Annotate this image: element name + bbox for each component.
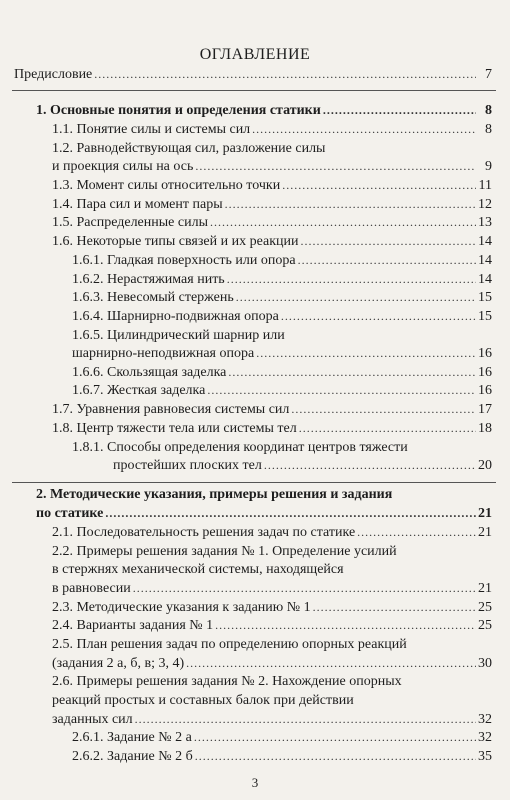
toc-entry-1-5: [52, 214, 492, 231]
entry-page: 21: [478, 506, 492, 521]
toc-entry-1-2-line2: [52, 158, 492, 175]
dot-leader: [195, 158, 476, 175]
dot-leader: [236, 289, 476, 306]
dot-leader: [291, 401, 476, 418]
entry-page: 15: [478, 309, 492, 324]
entry-page: 8: [485, 103, 492, 118]
entry-text: 2.3. Методические указания к заданию № 1: [52, 600, 311, 615]
toc-entry-2-6-1: [72, 729, 492, 746]
entry-page: 11: [478, 178, 492, 193]
dot-leader: [299, 420, 476, 437]
entry-page: 8: [485, 122, 492, 137]
dot-leader: [133, 580, 476, 597]
dot-leader: [227, 271, 476, 288]
entry-page: 17: [478, 402, 492, 417]
toc-entry-1-7: [52, 401, 492, 418]
entry-text: 1.6.1. Гладкая поверхность или опора: [72, 253, 296, 268]
dot-leader: [210, 214, 476, 231]
dot-leader: [135, 711, 476, 728]
toc-entry-1-6-2: [72, 271, 492, 288]
entry-text: простейших плоских тел: [113, 458, 262, 473]
entry-page: 25: [478, 618, 492, 633]
toc-entry-section-2-line1: 2. Методические указания, примеры решения и задания: [36, 487, 393, 502]
entry-text: 1.4. Пара сил и момент пары: [52, 197, 223, 212]
dot-leader: [215, 617, 476, 634]
entry-text: 1.6.2. Нерастяжимая нить: [72, 272, 225, 287]
entry-page: 13: [478, 215, 492, 230]
dot-leader: [282, 177, 476, 194]
toc-entry-1-6-5-line2: [72, 345, 492, 362]
entry-text: 1.8. Центр тяжести тела или системы тел: [52, 421, 297, 436]
entry-text: 1.6.6. Скользящая заделка: [72, 365, 227, 380]
entry-page: 12: [478, 197, 492, 212]
toc-entry-2-3: [52, 599, 492, 616]
page-number: 3: [251, 775, 259, 790]
dot-leader: [105, 505, 476, 522]
entry-text: 1.6.4. Шарнирно-подвижная опора: [72, 309, 279, 324]
entry-text: 2.6.2. Задание № 2 б: [72, 749, 193, 764]
entry-page: 14: [478, 234, 492, 249]
toc-entry-1-6: [52, 233, 492, 250]
toc-entry-2-2-line3: [52, 580, 492, 597]
entry-text: 1.6. Некоторые типы связей и их реакции: [52, 234, 299, 249]
entry-text: 2.4. Варианты задания № 1: [52, 618, 214, 633]
toc-entry-1-6-6: [72, 364, 492, 381]
toc-entry-1-8-1-line2: [113, 457, 492, 474]
entry-page: 20: [478, 458, 492, 473]
toc-entry-1-6-1: [72, 252, 492, 269]
toc-entry-2-6-line1: 2.6. Примеры решения задания № 2. Нахождение опорных: [52, 674, 402, 689]
dot-leader: [228, 364, 476, 381]
toc-entry-2-4: [52, 617, 492, 634]
toc-entry-1-4: [52, 196, 492, 213]
entry-page: 14: [478, 272, 492, 287]
entry-page: 18: [478, 421, 492, 436]
toc-entry-2-5-line1: 2.5. План решения задач по определению опорных реакций: [52, 637, 407, 652]
toc-entry-2-2-line2: в стержнях механической системы, находящейся: [52, 562, 344, 577]
dot-leader: [252, 121, 476, 138]
toc-entry-1-6-7: [72, 382, 492, 399]
entry-page: 14: [478, 253, 492, 268]
entry-text: по статике: [36, 506, 104, 521]
dot-leader: [313, 599, 476, 616]
dot-leader: [264, 457, 476, 474]
entry-page: 16: [478, 346, 492, 361]
dot-leader: [357, 524, 476, 541]
toc-entry-preface: [14, 66, 492, 83]
toc-entry-section-2-line2: [36, 505, 492, 522]
entry-page: 16: [478, 383, 492, 398]
toc-entry-1-1: [52, 121, 492, 138]
entry-page: 7: [485, 67, 492, 82]
dot-leader: [323, 102, 476, 119]
entry-text: (задания 2 а, б, в; 3, 4): [52, 656, 185, 671]
toc-entry-1-3: [52, 177, 492, 194]
dot-leader: [207, 382, 476, 399]
toc-entry-2-6-line3: [52, 711, 492, 728]
page-title: ОГЛАВЛЕНИЕ: [199, 46, 311, 63]
dot-leader: [256, 345, 476, 362]
entry-text: 2.1. Последовательность решения задач по статике: [52, 525, 356, 540]
entry-page: 25: [478, 600, 492, 615]
entry-text: 1.7. Уравнения равновесия системы сил: [52, 402, 290, 417]
dot-leader: [225, 196, 476, 213]
toc-entry-2-5-line2: [52, 655, 492, 672]
entry-text: заданных сил: [52, 712, 133, 727]
dot-leader: [186, 655, 476, 672]
toc-entry-2-6-2: [72, 748, 492, 765]
divider-line: [12, 482, 496, 483]
entry-page: 30: [478, 656, 492, 671]
dot-leader: [194, 729, 476, 746]
dot-leader: [94, 66, 476, 83]
toc-entry-section-1: [36, 102, 492, 119]
dot-leader: [300, 233, 476, 250]
toc-entry-1-6-5-line1: 1.6.5. Цилиндрический шарнир или: [72, 328, 285, 343]
entry-text: Предисловие: [14, 67, 93, 82]
entry-page: 35: [478, 749, 492, 764]
toc-entry-1-6-3: [72, 289, 492, 306]
entry-text: шарнирно-неподвижная опора: [72, 346, 255, 361]
toc-entry-2-6-line2: реакций простых и составных балок при действии: [52, 693, 354, 708]
entry-text: 1.6.7. Жесткая заделка: [72, 383, 206, 398]
entry-page: 16: [478, 365, 492, 380]
toc-entry-1-8-1-line1: 1.8.1. Способы определения координат центров тяжести: [72, 440, 408, 455]
toc-entry-2-1: [52, 524, 492, 541]
entry-text: 1.5. Распределенные силы: [52, 215, 208, 230]
entry-text: и проекция силы на ось: [52, 159, 194, 174]
entry-text: 1.1. Понятие силы и системы сил: [52, 122, 251, 137]
entry-page: 21: [478, 525, 492, 540]
entry-text: в равновесии: [52, 581, 131, 596]
dot-leader: [195, 748, 476, 765]
dot-leader: [298, 252, 476, 269]
toc-entry-1-6-4: [72, 308, 492, 325]
entry-page: 9: [485, 159, 492, 174]
toc-entry-1-8: [52, 420, 492, 437]
entry-text: 1.3. Момент силы относительно точки: [52, 178, 281, 193]
dot-leader: [281, 308, 476, 325]
entry-page: 32: [478, 730, 492, 745]
entry-text: 1.6.3. Невесомый стержень: [72, 290, 234, 305]
entry-page: 15: [478, 290, 492, 305]
entry-text: 2.6.1. Задание № 2 а: [72, 730, 192, 745]
entry-page: 21: [478, 581, 492, 596]
entry-text: 1. Основные понятия и определения статики: [36, 103, 321, 118]
toc-entry-1-2-line1: 1.2. Равнодействующая сил, разложение силы: [52, 141, 326, 156]
toc-entry-2-2-line1: 2.2. Примеры решения задания № 1. Определение усилий: [52, 544, 397, 559]
entry-page: 32: [478, 712, 492, 727]
divider-line: [12, 90, 496, 91]
